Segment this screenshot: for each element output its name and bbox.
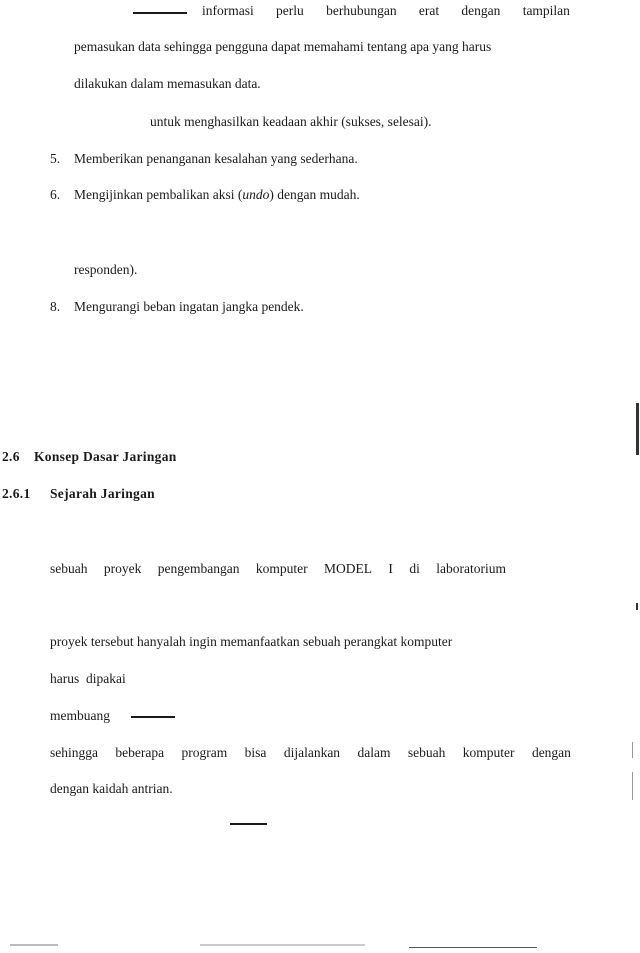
- subsection-title: Sejarah Jaringan: [50, 486, 155, 501]
- word: sebuah: [407, 745, 446, 760]
- subsection-number: 2.6.1: [2, 486, 31, 501]
- body-text-line: [202, 2, 570, 20]
- footer-smudge: [200, 944, 365, 946]
- list-number: 8.: [50, 299, 61, 314]
- word: erat: [418, 3, 440, 18]
- word: dengan: [531, 745, 571, 760]
- word: dengan: [461, 3, 501, 18]
- body-text-line: dengan kaidah antrian.: [50, 781, 173, 796]
- word: komputer: [255, 561, 308, 576]
- word: sehingga: [50, 745, 98, 760]
- word: komputer: [462, 745, 515, 760]
- footer-rule: [409, 947, 537, 948]
- scan-edge-mark: [632, 772, 633, 800]
- word: tampilan: [522, 3, 570, 18]
- list-item-6: [50, 186, 360, 204]
- list-number: 5.: [50, 151, 61, 166]
- list-text: Mengurangi beban ingatan jangka pendek.: [74, 299, 304, 314]
- word: berhubungan: [326, 3, 397, 18]
- list-text: Mengijinkan pembalikan aksi (undo) dengan mudah.: [74, 187, 360, 202]
- body-text-line: responden).: [74, 262, 138, 277]
- list-text: Memberikan penanganan kesalahan yang sederhana.: [74, 151, 358, 166]
- section-heading: [2, 448, 177, 466]
- redaction-rule: [133, 12, 187, 14]
- word: informasi: [202, 3, 254, 18]
- word: proyek: [103, 561, 142, 576]
- body-text-line: membuang: [50, 708, 110, 723]
- redaction-rule: [230, 823, 267, 825]
- body-text-line: proyek tersebut hanyalah ingin memanfaatkan sebuah perangkat komputer: [50, 634, 453, 649]
- subsection-heading: [2, 485, 155, 503]
- list-item-8: [50, 298, 304, 316]
- body-text-line: pemasukan data sehingga pengguna dapat memahami tentang apa yang harus: [74, 39, 492, 54]
- list-number: 6.: [50, 187, 61, 202]
- section-number: 2.6: [2, 449, 20, 464]
- word: pengembangan: [157, 561, 240, 576]
- scan-edge-mark: [636, 403, 639, 455]
- body-text-line: harus dipakai: [50, 671, 126, 686]
- section-title: Konsep Dasar Jaringan: [34, 449, 177, 464]
- body-text-line: untuk menghasilkan keadaan akhir (sukses, selesai).: [150, 114, 432, 129]
- word: dalam: [357, 745, 391, 760]
- word: di: [409, 561, 420, 576]
- word: bisa: [244, 745, 267, 760]
- footer-smudge: [10, 944, 58, 946]
- word: perlu: [276, 3, 304, 18]
- word: program: [181, 745, 228, 760]
- list-item-5: [50, 150, 358, 168]
- scan-edge-mark: [632, 742, 633, 758]
- word: beberapa: [115, 745, 165, 760]
- body-text-line: [50, 744, 571, 762]
- body-text-line: dilakukan dalam memasukan data.: [74, 76, 261, 91]
- word: laboratorium: [436, 561, 506, 576]
- word: sebuah: [50, 561, 88, 576]
- word: dijalankan: [283, 745, 341, 760]
- scan-edge-mark: [636, 603, 638, 610]
- redaction-rule: [131, 716, 175, 718]
- word: MODEL: [324, 561, 373, 576]
- body-text-line: [50, 560, 506, 578]
- word: I: [388, 561, 393, 576]
